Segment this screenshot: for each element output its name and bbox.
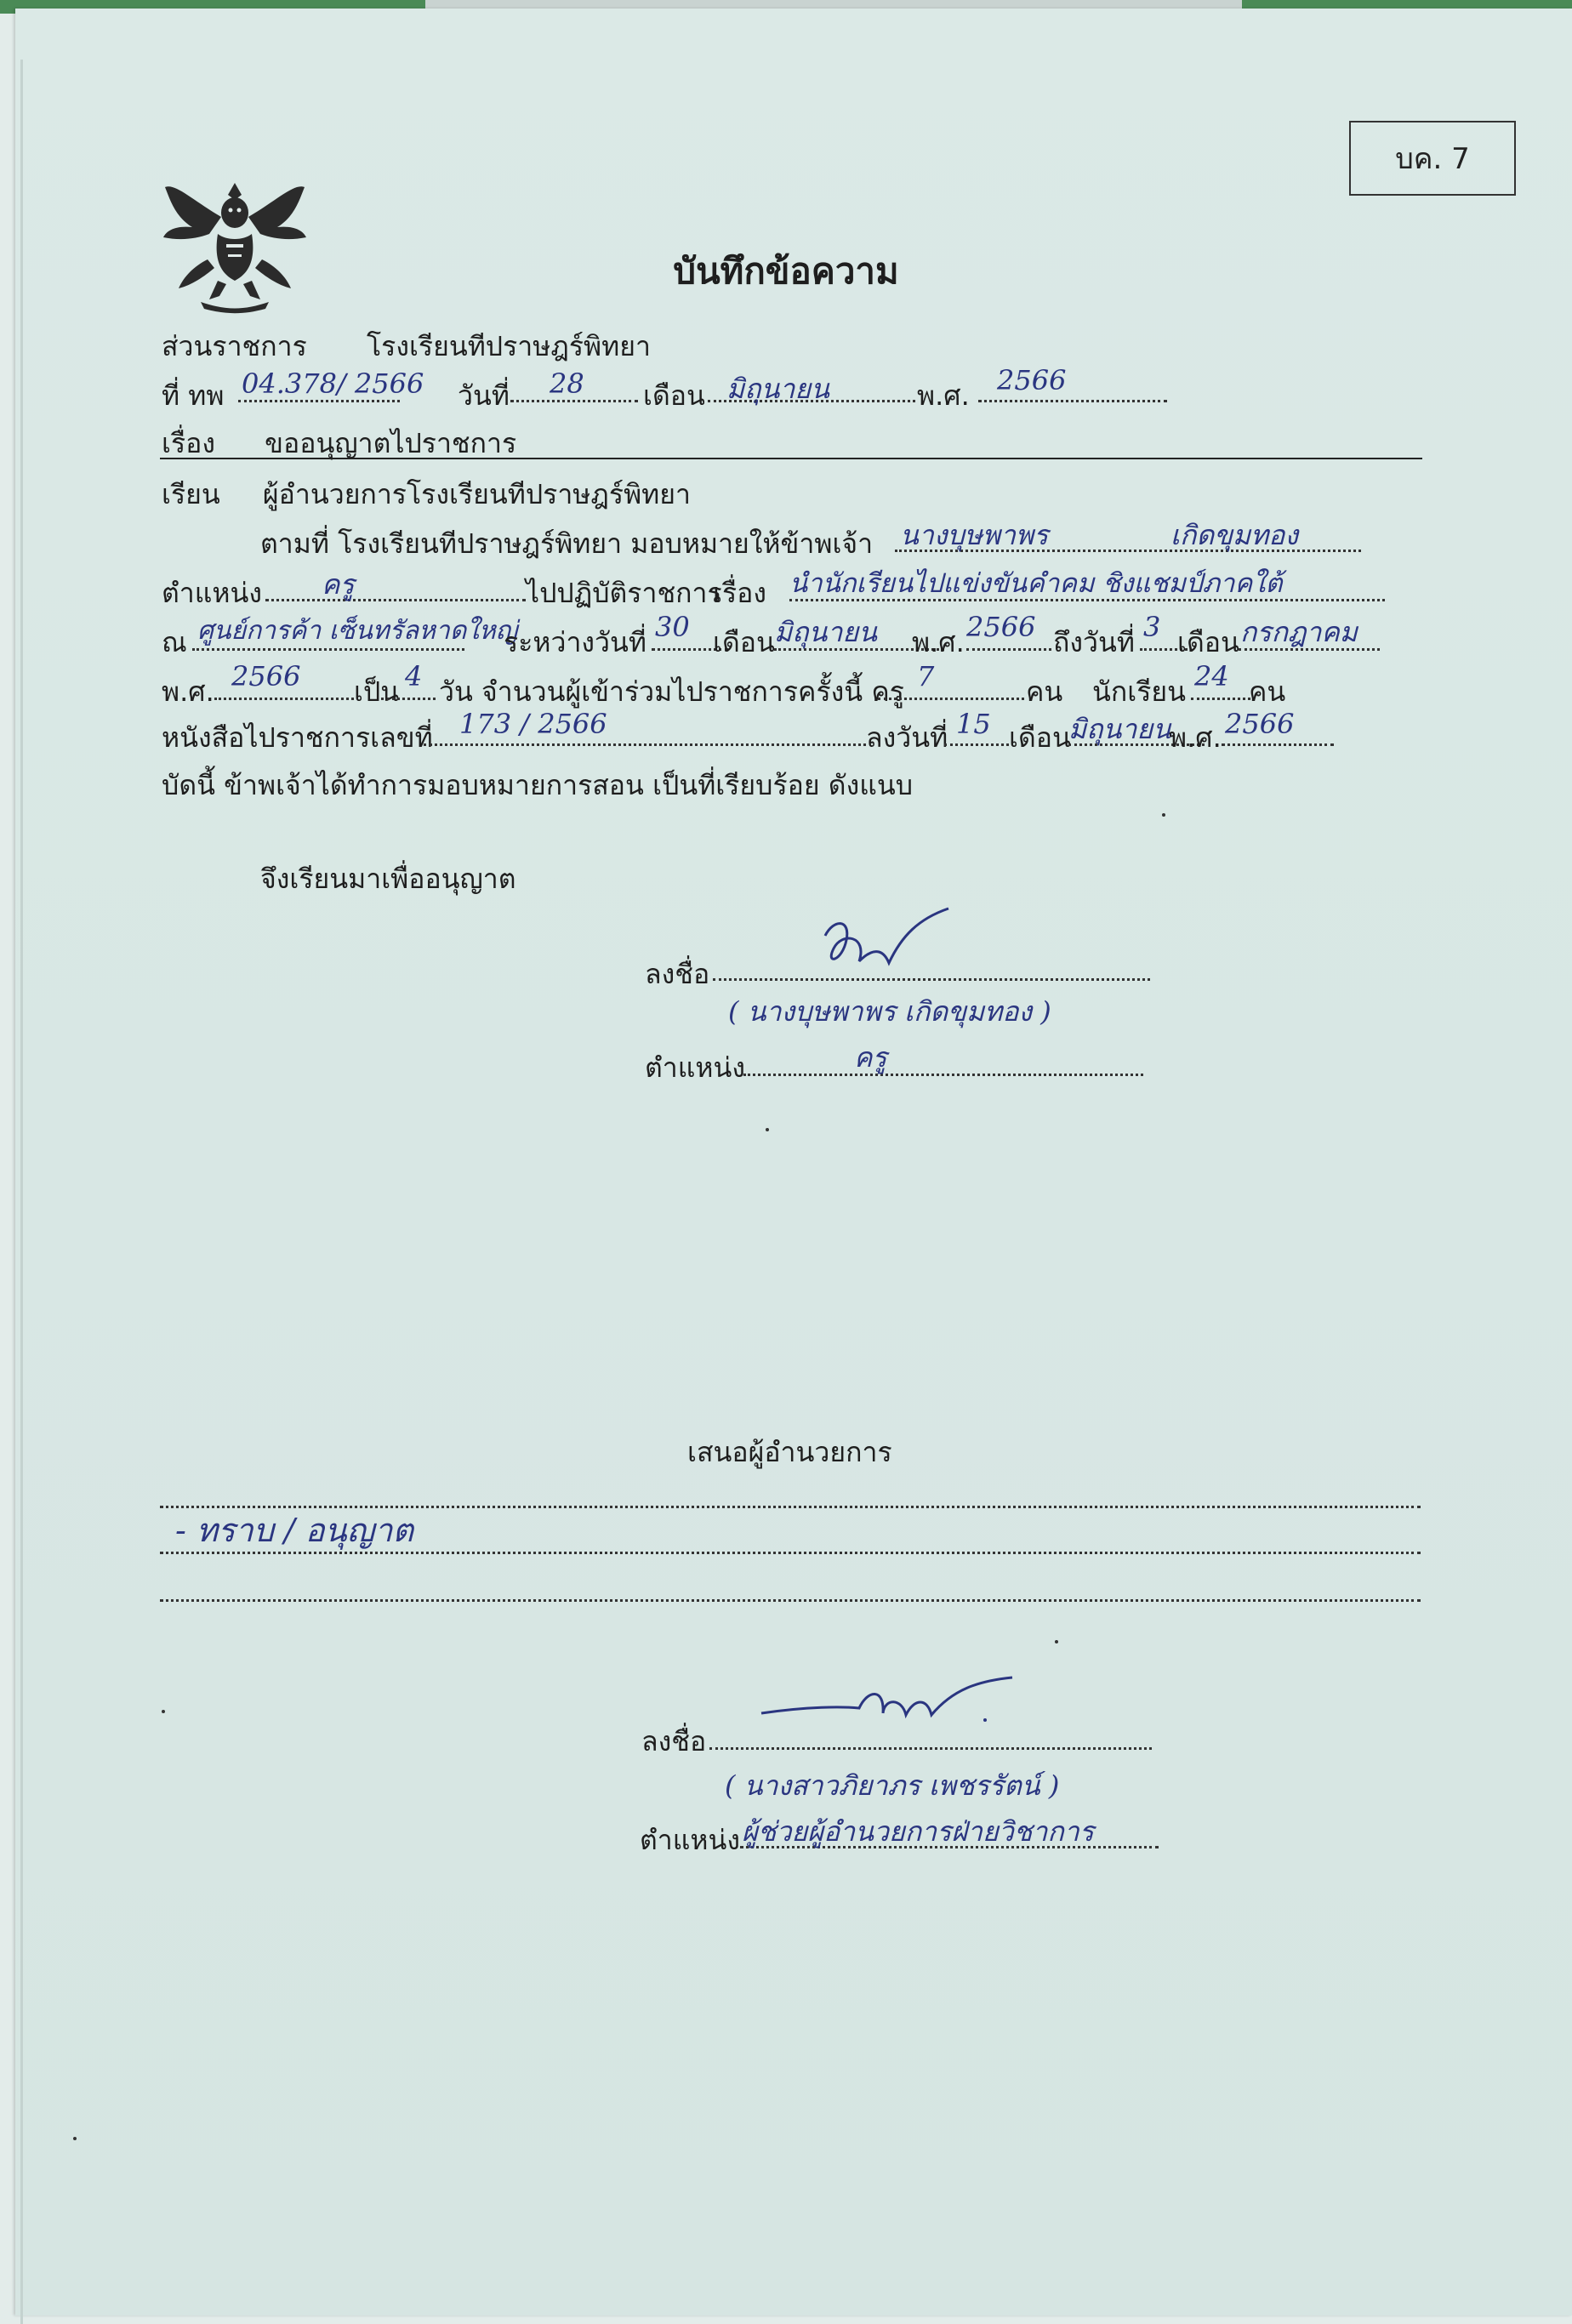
sign2-dots (709, 1747, 1152, 1750)
end-year-label: พ.ศ. (162, 675, 214, 708)
position-label: ตำแหน่ง (162, 577, 262, 609)
signature-1-icon (808, 902, 961, 987)
sign1-position-dots (743, 1074, 1143, 1076)
department-row (162, 325, 651, 368)
sign2-position-label: ตำแหน่ง (640, 1824, 740, 1856)
duration-dots (381, 698, 436, 700)
at-label: ณ (162, 626, 187, 658)
letter-dots (424, 743, 866, 746)
ref-dots (238, 400, 400, 402)
speck (766, 1128, 769, 1131)
duration-label: เป็น (354, 675, 400, 708)
sign2-label: ลงชื่อ (641, 1725, 707, 1757)
letter-year: 2566 (1225, 708, 1295, 740)
duration-value: 4 (405, 660, 423, 692)
month-value: มิถุนายน (726, 373, 829, 405)
speck (73, 2137, 77, 2140)
student-dots (1191, 698, 1250, 700)
start-day: 30 (655, 611, 690, 643)
between-label: ระหว่างวันที่ (504, 626, 646, 658)
to-value: ผู้อำนวยการโรงเรียนทีปราษฎร์พิทยา (262, 478, 691, 510)
sign2-name: ( นางสาวภิยาภร เพชรรัตน์ ) (725, 1769, 1060, 1802)
sign1-position-label: ตำแหน่ง (645, 1051, 745, 1084)
letter-date-label: ลงวันที่ (866, 721, 948, 754)
speck (1162, 813, 1165, 817)
to-row (162, 473, 691, 516)
duty-text: ไปปฏิบัติราชการ (526, 577, 722, 609)
year-label: พ.ศ. (917, 379, 970, 412)
proposal-heading: เสนอผู้อำนวยการ (687, 1436, 892, 1468)
memo-title: บันทึกข้อความ (673, 250, 899, 292)
form-code-box: บค. 7 (1349, 121, 1516, 196)
closing-line: บัดนี้ ข้าพเจ้าได้ทำการมอบหมายการสอน เป็นที่เรียบร้อย ดังแนบ (162, 769, 914, 801)
end-year: 2566 (231, 660, 301, 692)
department-value: โรงเรียนทีปราษฎร์พิทยา (366, 330, 651, 362)
day-dots (510, 400, 638, 402)
letter-no: 173 / 2566 (459, 708, 607, 740)
to-date-label: ถึงวันที่ (1053, 626, 1135, 658)
start-month: มิถุนายน (774, 616, 877, 648)
year-value: 2566 (997, 364, 1067, 396)
teacher-dots (878, 698, 1024, 700)
position-value: ครู (322, 568, 355, 601)
place-value: ศูนย์การค้า เซ็นทรัลหาดใหญ่ (197, 616, 518, 646)
sign1-position-value: ครู (854, 1041, 887, 1074)
year-dots (978, 400, 1167, 402)
speck (162, 1710, 165, 1713)
teacher-unit: คน (1026, 675, 1063, 708)
start-month-label: เดือน (713, 626, 775, 658)
position-dots (265, 599, 526, 601)
subject-label: เรื่อง (162, 427, 215, 459)
sign1-label: ลงชื่อ (645, 958, 710, 990)
letter-label: หนังสือไปราชการเลขที่ (162, 721, 433, 754)
speck (1055, 1640, 1058, 1643)
letter-month: มิถุนายน (1068, 713, 1171, 745)
to-label: เรียน (162, 478, 220, 510)
duty-subject-label: เรื่อง (713, 577, 766, 609)
month-label: เดือน (643, 379, 705, 412)
ref-value: 04.378/ 2566 (242, 367, 424, 400)
duration-unit: วัน จำนวนผู้เข้าร่วมไปราชการครั้งนี้ ครู (439, 675, 904, 708)
signature-2-icon (757, 1672, 1021, 1740)
header-rule (160, 458, 1422, 459)
letter-day: 15 (956, 708, 991, 740)
p1-text: ตามที่ โรงเรียนทีปราษฎร์พิทยา มอบหมายให้ข้าพเจ้า (260, 527, 874, 560)
letter-month-label: เดือน (1009, 721, 1071, 754)
student-count: 24 (1194, 660, 1229, 692)
date-label: วันที่ (458, 379, 510, 412)
start-year-dots (966, 648, 1051, 651)
p1-surname: เกิดขุมทอง (1170, 519, 1298, 551)
ref-label: ที่ ทพ (162, 379, 225, 412)
day-value: 28 (550, 367, 584, 400)
sign1-name: ( นางบุษพาพร เกิดขุมทอง ) (728, 995, 1051, 1028)
proposal-dots-2 (160, 1552, 1421, 1554)
letter-year-label: พ.ศ. (1169, 721, 1222, 754)
duty-subject-value: นำนักเรียนไปแข่งขันคำคม ชิงแชมป์ภาคใต้ (789, 568, 1283, 599)
department-label: ส่วนราชการ (162, 330, 307, 362)
request-line: จึงเรียนมาเพื่ออนุญาต (260, 863, 516, 895)
teacher-count: 7 (917, 660, 935, 692)
end-day: 3 (1143, 611, 1161, 643)
subject-value: ขออนุญาตไปราชการ (265, 427, 517, 459)
p1-name: นางบุษพาพร (900, 519, 1049, 551)
sign2-position-value: ผู้ช่วยผู้อำนวยการฝ่ายวิชาการ (742, 1815, 1094, 1848)
letter-day-dots (944, 743, 1009, 746)
proposal-dots-3 (160, 1599, 1421, 1602)
paper-edge (20, 60, 23, 2324)
end-month-label: เดือน (1177, 626, 1239, 658)
end-year-dots (214, 698, 354, 700)
student-unit: คน (1249, 675, 1286, 708)
start-year-label: พ.ศ. (912, 626, 965, 658)
student-label: นักเรียน (1092, 675, 1186, 708)
proposal-note: - ทราบ / อนุญาต (175, 1512, 413, 1549)
letter-year-dots (1222, 743, 1334, 746)
end-month: กรกฎาคม (1240, 616, 1358, 648)
start-year: 2566 (966, 611, 1036, 643)
